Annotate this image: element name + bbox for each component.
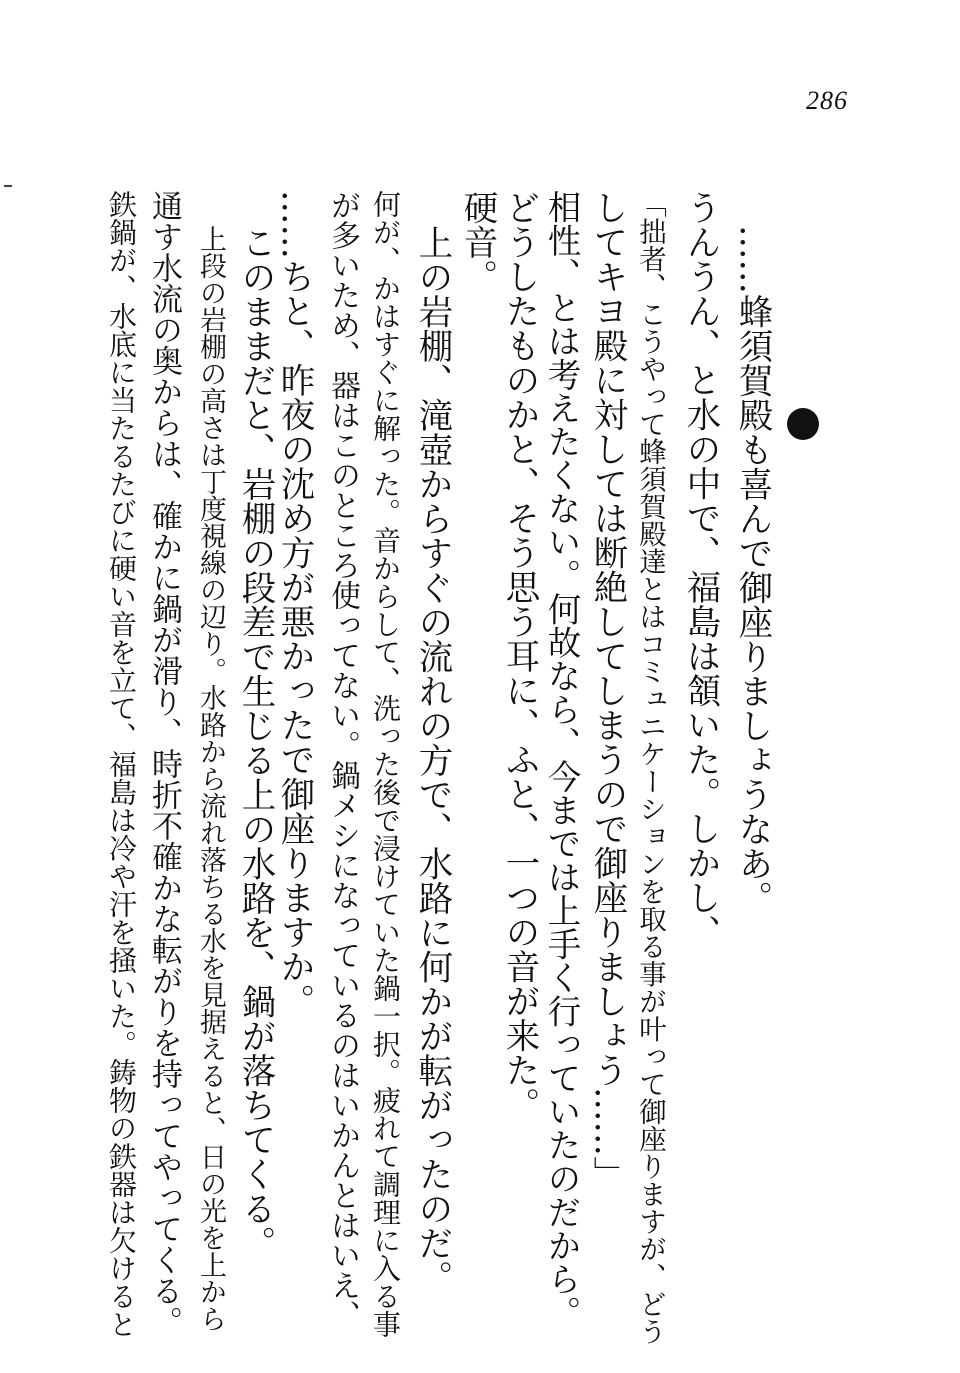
text-line-15: 鉄鍋が、水底に当たるたびに硬い音を立て、福島は冷や汗を掻いた。鋳物の鉄器は欠けると [105, 190, 138, 1338]
text-line-6: どうしたものかと、そう思う耳に、ふと、一つの音が来た。 [499, 190, 539, 1122]
page-number: 286 [806, 86, 848, 115]
bullet-dot [787, 408, 819, 440]
text-line-12: このままだと、岩棚の段差で生じる上の水路を、鍋が落ちてくる。 [235, 225, 275, 1260]
text-line-4: してキヨ殿に対しては断絶してしまうので御座りましょう……」 [587, 190, 627, 1191]
text-line-9: 何が、かはすぐに解った。音からして、洗った後で浸けていた鍋一択。疲れて調理に入る事 [369, 190, 402, 1338]
text-line-2: うんうん、と水の中で、福島は頷いた。しかし、 [680, 190, 720, 949]
text-line-1: ……蜂須賀殿も喜んで御座りましょうなあ。 [732, 225, 772, 915]
text-line-8: 上の岩棚、滝壺からすぐの流れの方で、水路に何かが転がったのだ。 [412, 225, 452, 1295]
text-line-5: 相性、とは考えたくない。何故なら、今までは上手く行っていたのだから。 [542, 190, 581, 1329]
text-line-3: 「拙者、こうやって蜂須賀殿達とはコミュニケーションを取る事が叶って御座りますが、どう [634, 190, 666, 1345]
text-line-13: 上段の岩棚の高さは丁度視線の辺り。水路から流れ落ちる水を見据えると、日の光を上から [195, 225, 226, 1332]
text-line-11: ……ちと、昨夜の沈め方が悪かったで御座りますか。 [274, 190, 314, 1018]
margin-mark [4, 185, 12, 187]
text-line-14: 通す水流の奥からは、確かに鍋が滑り、時折不確かな転がりを持ってやってくる。 [146, 190, 182, 1337]
text-line-7: 硬音。 [457, 190, 497, 294]
text-line-10: が多いため、器はこのところ使ってない。鍋メシになっているのはいかんとはいえ、 [325, 190, 360, 1330]
